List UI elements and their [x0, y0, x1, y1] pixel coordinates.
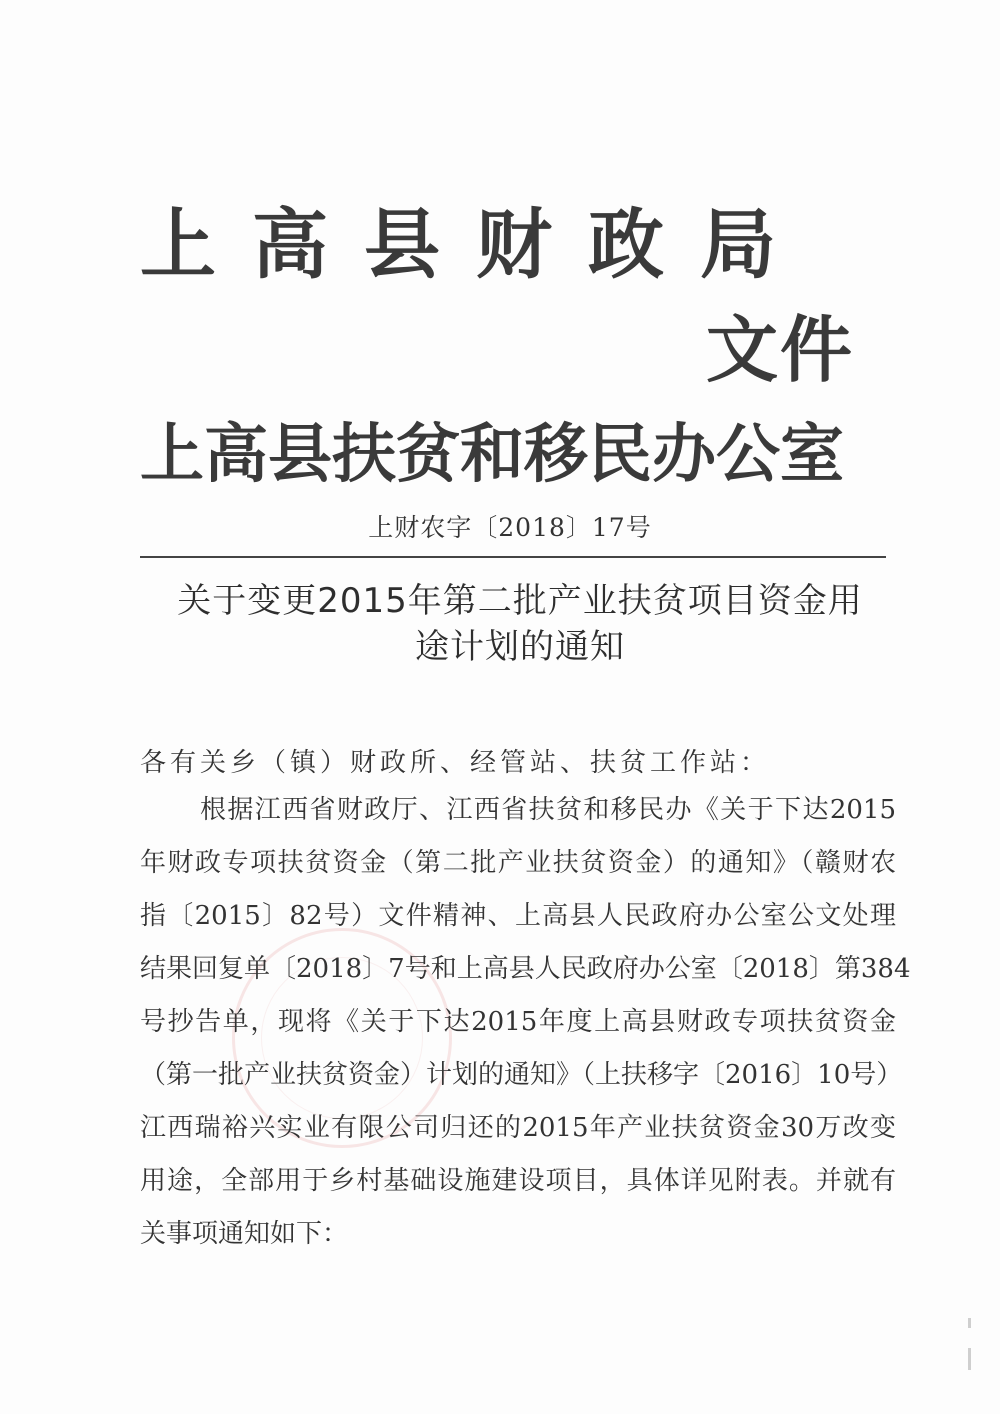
issuer-char: 县 [364, 200, 476, 289]
issuer-char: 上 [140, 200, 252, 289]
salutation: 各有关乡（镇）财政所、经管站、扶贫工作站： [140, 748, 771, 778]
body-line: （第一批产业扶贫资金）计划的通知》（上扶移字〔2016〕10号） [140, 1060, 903, 1090]
title-line-2: 途计划的通知 [415, 627, 625, 667]
issuer-char: 政 [588, 200, 700, 289]
body-line: 关事项通知如下： [140, 1219, 349, 1249]
issuer-char: 财 [476, 200, 588, 289]
title-line-1: 关于变更2015年第二批产业扶贫项目资金用 [177, 581, 863, 621]
document-number: 上财农字〔2018〕17号 [368, 513, 652, 542]
body-line: 江西瑞裕兴实业有限公司归还的2015年产业扶贫资金30万改变 [140, 1113, 896, 1143]
body-line: 年财政专项扶贫资金（第二批产业扶贫资金）的通知》（赣财农 [140, 848, 896, 878]
scan-edge-mark [968, 1318, 971, 1328]
issuer-char: 高 [252, 200, 364, 289]
body-line: 用途，全部用于乡村基础设施建设项目，具体详见附表。并就有 [140, 1166, 896, 1196]
header-divider [140, 556, 886, 558]
body-line: 指〔2015〕82号）文件精神、上高县人民政府办公室公文处理 [140, 901, 896, 931]
body-line: 根据江西省财政厅、江西省扶贫和移民办《关于下达2015 [200, 795, 896, 825]
issuer-char: 局 [700, 200, 812, 289]
body-line: 号抄告单，现将《关于下达2015年度上高县财政专项扶贫资金 [140, 1007, 896, 1037]
issuer-name-finance-bureau [140, 200, 812, 290]
body-line: 结果回复单〔2018〕7号和上高县人民政府办公室〔2018〕第384 [140, 954, 911, 984]
scan-edge-mark [968, 1348, 971, 1370]
document-title [140, 578, 900, 670]
document-label: 文件 [706, 308, 855, 392]
issuer-name-poverty-office: 上高县扶贫和移民办公室 [140, 418, 844, 492]
